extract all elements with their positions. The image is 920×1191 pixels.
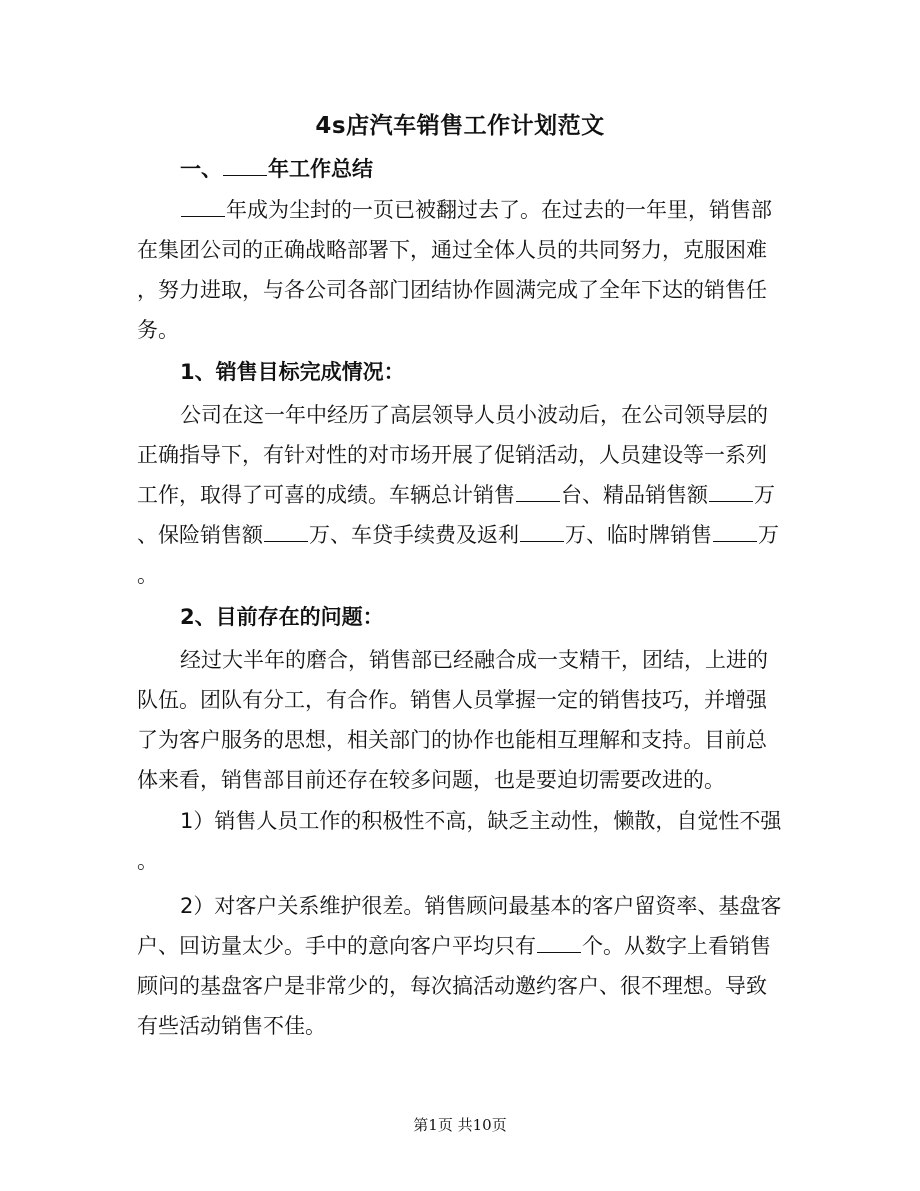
paragraph-line: 了为客户服务的思想，相关部门的协作也能相互理解和支持。目前总 [137,728,767,752]
text-span: 年成为尘封的一页已被翻过去了。在过去的一年里，销售部 [226,198,772,222]
sales-paragraph [137,395,785,595]
problems-paragraph [137,640,785,800]
problem-item-2 [137,886,785,1046]
subsection-heading-1: 1、销售目标完成情况： [180,360,405,384]
paragraph-line: 务。 [137,318,179,342]
paragraph-line: 经过大半年的磨合，销售部已经融合成一支精干，团结，上进的 [180,648,768,672]
paragraph-line: 体来看，销售部目前还存在较多问题，也是要迫切需要改进的。 [137,768,725,792]
text-span: 、保险销售额 [137,523,263,547]
subsection-heading-2: 2、目前存在的问题： [180,605,384,629]
problem-item-1 [137,801,785,881]
text-span: 万 [758,523,779,547]
paragraph-line: 2）对客户关系维护很差。销售顾问最基本的客户留资率、基盘客 [180,894,782,918]
text-span: 万 [754,483,775,507]
section-heading-1 [137,149,785,189]
accessory-sales-blank [709,500,753,502]
paragraph-line [137,190,785,230]
year-blank [223,174,267,176]
paragraph-line: 队伍。团队有分工，有合作。销售人员掌握一定的销售技巧，并增强 [137,688,767,712]
paragraph-line: 顾问的基盘客户是非常少的，每次搞活动邀约客户、很不理想。导致 [137,974,767,998]
paragraph-line [137,515,785,555]
text-span: 台、精品销售额 [561,483,708,507]
text-span: 工作，取得了可喜的成绩。车辆总计销售 [137,483,515,507]
paragraph-line: 。 [137,563,158,587]
text-span: 户、回访量太少。手中的意向客户平均只有 [137,934,536,958]
paragraph-line: 1）销售人员工作的积极性不高，缺乏主动性，懒散，自觉性不强 [180,809,782,833]
intro-paragraph [137,190,785,350]
temp-plate-blank [713,540,757,542]
paragraph-line [137,926,785,966]
paragraph-line: ，努力进取，与各公司各部门团结协作圆满完成了全年下达的销售任 [137,278,767,302]
paragraph-line [137,475,785,515]
document-title: 4s店汽车销售工作计划范文 [315,113,605,139]
paragraph-line: 有些活动销售不佳。 [137,1014,326,1038]
paragraph-line: 在集团公司的正确战略部署下，通过全体人员的共同努力，克服困难 [137,238,767,262]
insurance-sales-blank [264,540,308,542]
text-span: 个。从数字上看销售 [582,934,771,958]
year-blank [181,215,225,217]
vehicle-count-blank [516,500,560,502]
intent-customer-blank [537,951,581,953]
section-heading-prefix: 一、 [180,157,222,181]
text-span: 万、车贷手续费及返利 [309,523,519,547]
paragraph-line: 。 [137,849,158,873]
page-number-footer: 第1页 共10页 [413,1116,507,1134]
paragraph-line: 正确指导下，有针对性的对市场开展了促销活动，人员建设等一系列 [137,443,767,467]
loan-fee-blank [520,540,564,542]
paragraph-line: 公司在这一年中经历了高层领导人员小波动后，在公司领导层的 [180,403,768,427]
section-heading-suffix: 年工作总结 [268,157,373,181]
text-span: 万、临时牌销售 [565,523,712,547]
